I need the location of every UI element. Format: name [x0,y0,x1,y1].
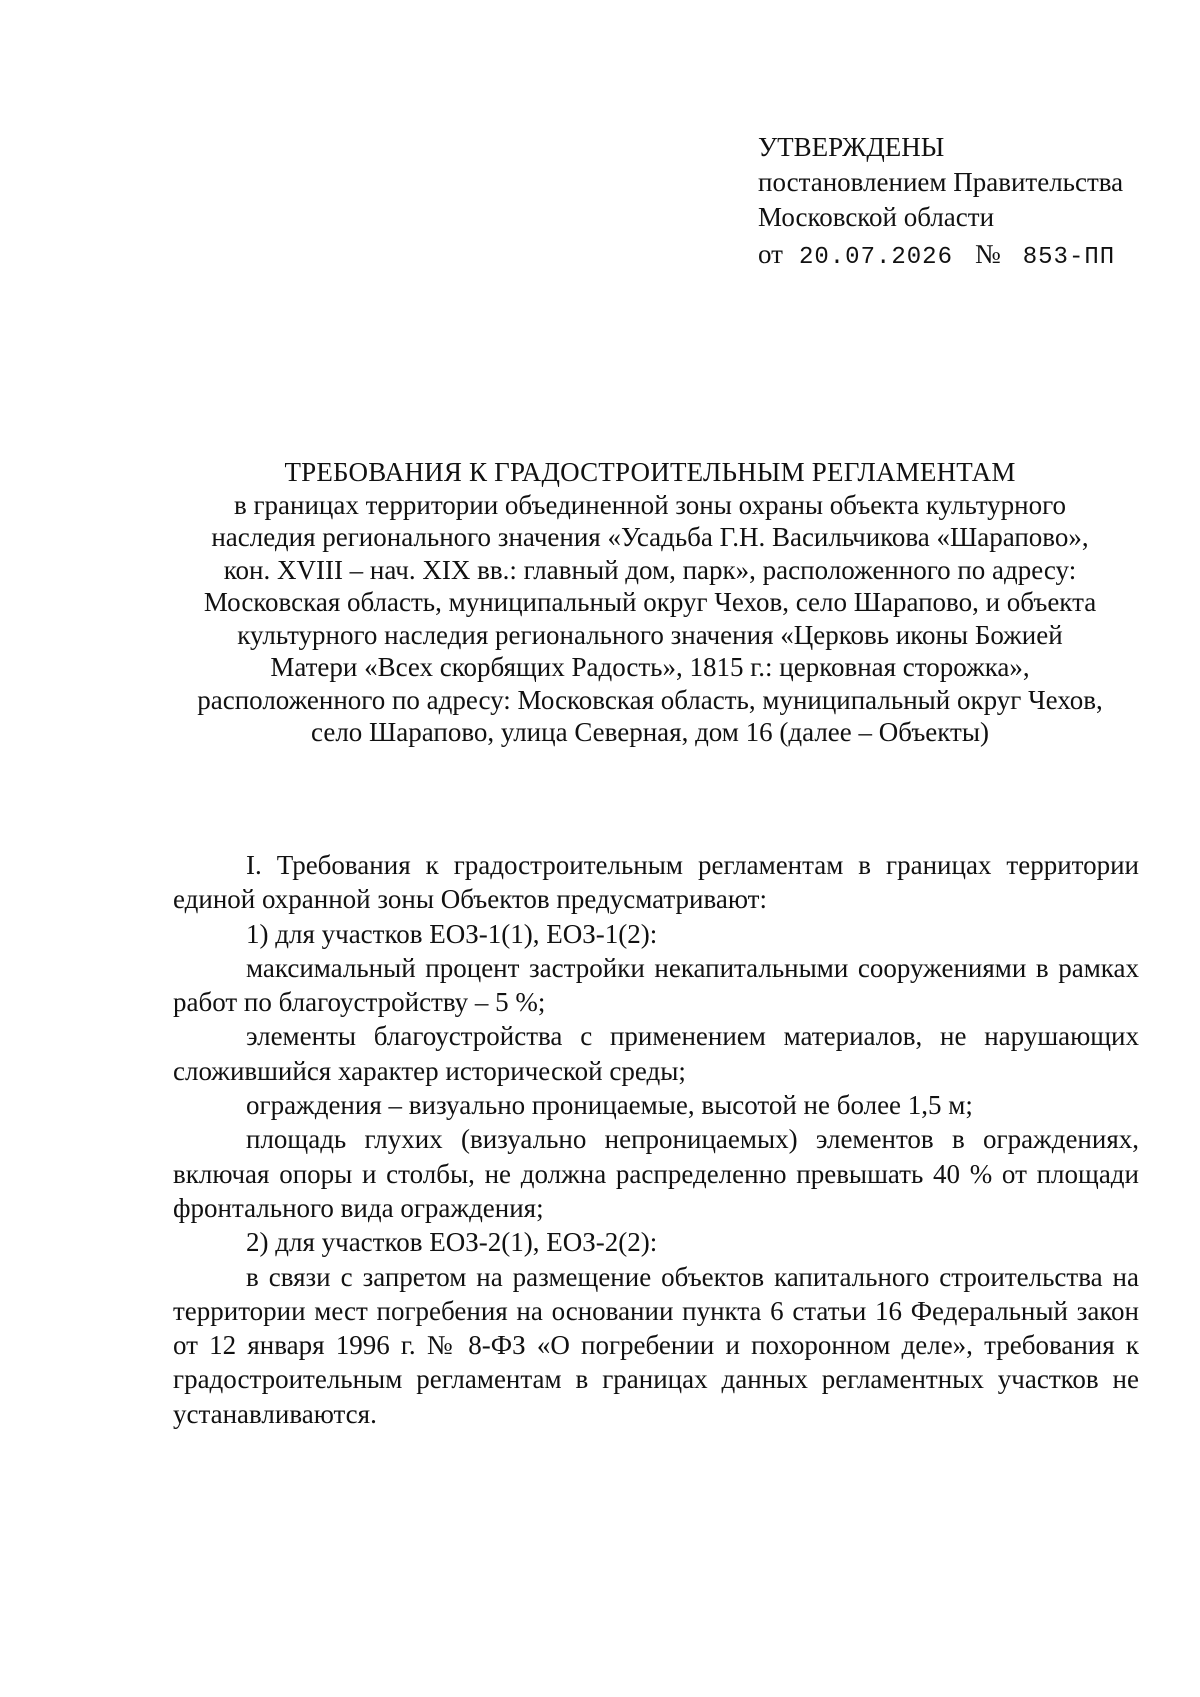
approval-date-number [758,237,1178,275]
approval-line-1: постановлением Правительства [758,167,1124,197]
body-paragraph: элементы благоустройства с применением материалов, не нарушающих сложившийся характер исторической среды; [173,1021,1139,1086]
title-line: расположенного по адресу: Московская область, муниципальный округ Чехов, [197,684,1103,715]
title-main: ТРЕБОВАНИЯ К ГРАДОСТРОИТЕЛЬНЫМ РЕГЛАМЕНТАМ [284,457,1016,487]
body-paragraph: в связи с запретом на размещение объектов капитального строительства на территории мест погребения на основании пункта 6 статьи 16 Федеральный закон от 12 января 1996 г. № 8-ФЗ «О погребении и похоронном деле», требования к градостроительным регламентам в границах данных регламентных участков не устанавливаются. [173,1261,1139,1429]
title-line: в границах территории объединенной зоны охраны объекта культурного [233,489,1067,520]
title-line: наследия регионального значения «Усадьба Г.Н. Васильчикова «Шарапово», [211,522,1089,552]
body-paragraph: 2) для участков ЕОЗ-2(1), ЕОЗ-2(2): [246,1227,658,1258]
approval-number: 853-ПП [1022,244,1116,271]
body-paragraph: площадь глухих (визуально непроницаемых) элементов в ограждениях, включая опоры и столбы, не должна распределенно превышать 40 % от площади фронтального вида ограждения; [173,1124,1139,1223]
body-paragraph: 1) для участков ЕОЗ-1(1), ЕОЗ-1(2): [246,918,658,949]
body-paragraph: максимальный процент застройки некапитальными сооружениями в рамках работ по благоустройству – 5 %; [173,952,1139,1018]
title-line: культурного наследия регионального значения «Церковь иконы Божией [237,619,1063,650]
approval-heading: УТВЕРЖДЕНЫ [758,132,945,162]
title-line: село Шарапово, улица Северная, дом 16 (далее – Объекты) [311,717,989,747]
title-line: кон. XVIII – нач. XIX вв.: главный дом, парк», расположенного по адресу: [223,554,1077,585]
body-paragraph: ограждения – визуально проницаемые, высотой не более 1,5 м; [246,1090,973,1121]
document-title [150,456,1150,749]
date-prefix: от [758,239,783,269]
title-line: Московская область, муниципальный округ Чехов, село Шарапово, и объекта [203,587,1097,617]
document-body [173,848,1139,1431]
title-line: Матери «Всех скорбящих Радость», 1815 г.: церковная сторожка», [270,652,1030,682]
number-sign: № [974,239,1001,269]
approval-date: 20.07.2026 [798,244,953,271]
approval-line-2: Московской области [758,202,995,232]
body-paragraph: I. Требования к градостроительным регламентам в границах территории единой охранной зоны Объектов предусматривают: [173,850,1139,915]
approval-block [758,130,1178,275]
